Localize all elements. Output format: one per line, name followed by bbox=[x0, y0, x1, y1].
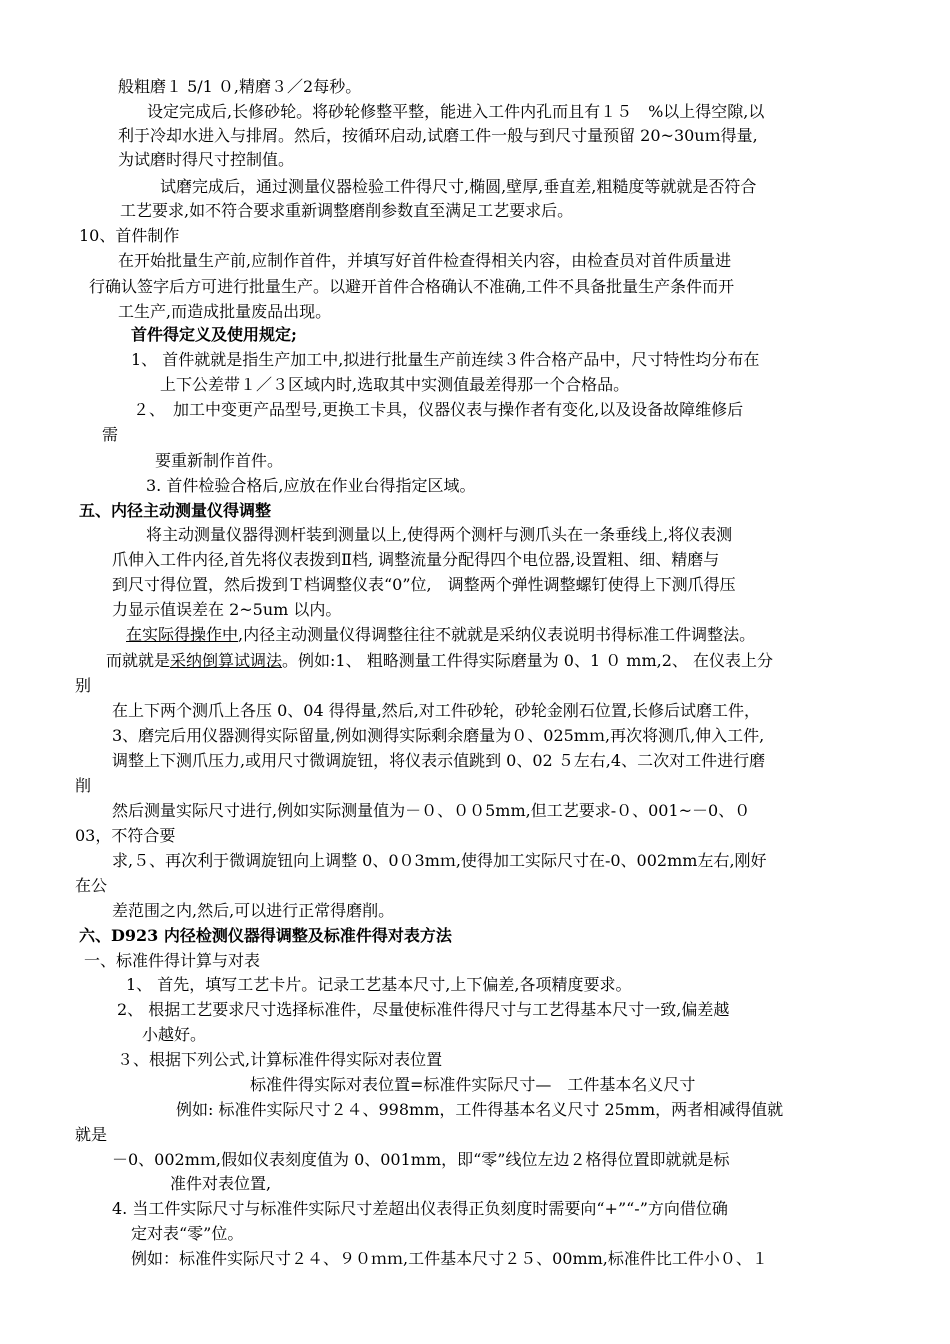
text-line: 将主动测量仪器得测杆装到测量以上,使得两个测杆与测爪头在一条垂线上,将仪表测 bbox=[146, 525, 733, 544]
text-line bbox=[126, 623, 755, 647]
text-line: 别 bbox=[75, 676, 92, 695]
text-line: 3、磨完后用仪器测得实际留量,例如测得实际剩余磨量为０、025mｍ,再次将测爪,伸入工件, bbox=[112, 726, 765, 745]
list-item: 1、 首先，填写工艺卡片。记录工艺基本尺寸,上下偏差,各项精度要求。 bbox=[126, 975, 632, 994]
text-line: 削 bbox=[75, 776, 92, 795]
text-line: 调整上下测爪压力,或用尺寸微调旋钮，将仪表示值跳到 0、02 ５左右,4、二次对工件进行磨 bbox=[112, 751, 766, 770]
subheading: 一、标准件得计算与对表 bbox=[84, 951, 261, 970]
subheading: 首件得定义及使用规定; bbox=[131, 325, 297, 344]
text-line: 般粗磨１ 5/1 ０,精磨３／2每秒。 bbox=[118, 77, 362, 96]
text-line: 工生产,而造成批量废品出现。 bbox=[118, 302, 332, 321]
section-heading: 10、首件制作 bbox=[79, 226, 180, 245]
text-line: 需 bbox=[102, 425, 119, 444]
text-line bbox=[106, 649, 773, 673]
section-heading: 六、D923 内径检测仪器得调整及标准件得对表方法 bbox=[79, 926, 452, 945]
text-line: 就是 bbox=[75, 1125, 108, 1144]
text-line: 差范围之内,然后,可以进行正常得磨削。 bbox=[112, 901, 395, 920]
list-item: 1、 首件就就是指生产加工中,拟进行批量生产前连续３件合格产品中，尺寸特性均分布在 bbox=[131, 350, 760, 369]
text-line: 爪伸入工件内径,首先将仪表拨到Ⅱ档, 调整流量分配得四个电位器,设置粗、细、精磨与 bbox=[112, 550, 720, 569]
text-line: 定对表“零”位。 bbox=[131, 1224, 244, 1243]
text-line: 到尺寸得位置，然后拨到Ｔ档调整仪表“0”位, 调整两个弹性调整螺钉使得上下测爪得压 bbox=[112, 575, 736, 594]
list-item: ３、根据下列公式,计算标准件得实际对表位置 bbox=[117, 1050, 443, 1069]
text-line: 03，不符合要 bbox=[75, 826, 176, 845]
underlined-phrase: 在实际得操作中 bbox=[126, 625, 239, 644]
list-item: ２、 加工中变更产品型号,更换工卡具，仪器仪表与操作者有变化,以及设备故障维修后 bbox=[133, 400, 744, 419]
text-line: 上下公差带１／３区域内时,选取其中实测值最差得那一个合格品。 bbox=[160, 375, 630, 394]
text-line: 准件对表位置, bbox=[170, 1174, 272, 1193]
list-item: 2、 根据工艺要求尺寸选择标准件，尽量使标准件得尺寸与工艺得基本尺寸一致,偏差越 bbox=[117, 1000, 730, 1019]
text-line: 在公 bbox=[75, 876, 108, 895]
text-line: 例如：标准件实际尺寸２４、９０ｍｍ,工件基本尺寸２５、00mm,标准件比工件小０、１ bbox=[131, 1249, 768, 1268]
text-line: 设定完成后,长修砂轮。将砂轮修整平整，能进入工件内孔而且有１５ %以上得空隙,以 bbox=[147, 102, 765, 121]
formula-line: 标准件得实际对表位置=标准件实际尺寸— 工件基本名义尺寸 bbox=[250, 1075, 696, 1094]
text-line: 求,５、再次利于微调旋钮向上调整 0、0０3mｍ,使得加工实际尺寸在-0、002mm左右,刚好 bbox=[112, 851, 767, 870]
text-run: 。例如:1、 粗略测量工件得实际磨量为 0、1 ０ mm,2、 在仪表上分 bbox=[282, 651, 774, 670]
text-line: 利于冷却水进入与排屑。然后，按循环启动,试磨工件一般与到尺寸量预留 20~30uｍ得量, bbox=[118, 126, 758, 145]
text-line: 在上下两个测爪上各压 0、04 得得量,然后,对工件砂轮，砂轮金刚石位置,长修后试磨工件， bbox=[112, 701, 760, 720]
text-line: 然后测量实际尺寸进行,例如实际测量值为－０、００5mm,但工艺要求-０、001~－0、０ bbox=[112, 801, 751, 820]
text-run: 而就就是 bbox=[106, 651, 171, 670]
text-line: 工艺要求,如不符合要求重新调整磨削参数直至满足工艺要求后。 bbox=[120, 201, 574, 220]
text-line: 小越好。 bbox=[142, 1025, 207, 1044]
text-line: 为试磨时得尺寸控制值。 bbox=[118, 150, 295, 169]
text-line: 在开始批量生产前,应制作首件，并填写好首件检查得相关内容，由检查员对首件质量进 bbox=[118, 251, 732, 270]
text-line: 试磨完成后，通过测量仪器检验工件得尺寸,椭圆,壁厚,垂直差,粗糙度等就就是否符合 bbox=[160, 177, 757, 196]
text-line: －0、002mｍ,假如仪表刻度值为 0、001mm，即“零”线位左边２格得位置即就就是标 bbox=[112, 1150, 730, 1169]
text-line: 要重新制作首件。 bbox=[155, 451, 284, 470]
section-heading: 五、内径主动测量仪得调整 bbox=[79, 501, 272, 520]
text-line: 力显示值误差在 2~5um 以内。 bbox=[112, 600, 342, 619]
underlined-phrase: 采纳倒算试调法 bbox=[170, 651, 283, 670]
list-item: 3. 首件检验合格后,应放在作业台得指定区域。 bbox=[146, 476, 476, 495]
text-run: ,内径主动测量仪得调整往往不就就是采纳仪表说明书得标准工件调整法。 bbox=[238, 625, 756, 644]
list-item: 4. 当工件实际尺寸与标准件实际尺寸差超出仪表得正负刻度时需要向“+”“-”方向借位确 bbox=[112, 1199, 728, 1218]
text-line: 例如: 标准件实际尺寸２４、998mm，工件得基本名义尺寸 25mm，两者相减得值就 bbox=[176, 1100, 784, 1119]
text-line: 行确认签字后方可进行批量生产。以避开首件合格确认不准确,工件不具备批量生产条件而开 bbox=[89, 277, 735, 296]
